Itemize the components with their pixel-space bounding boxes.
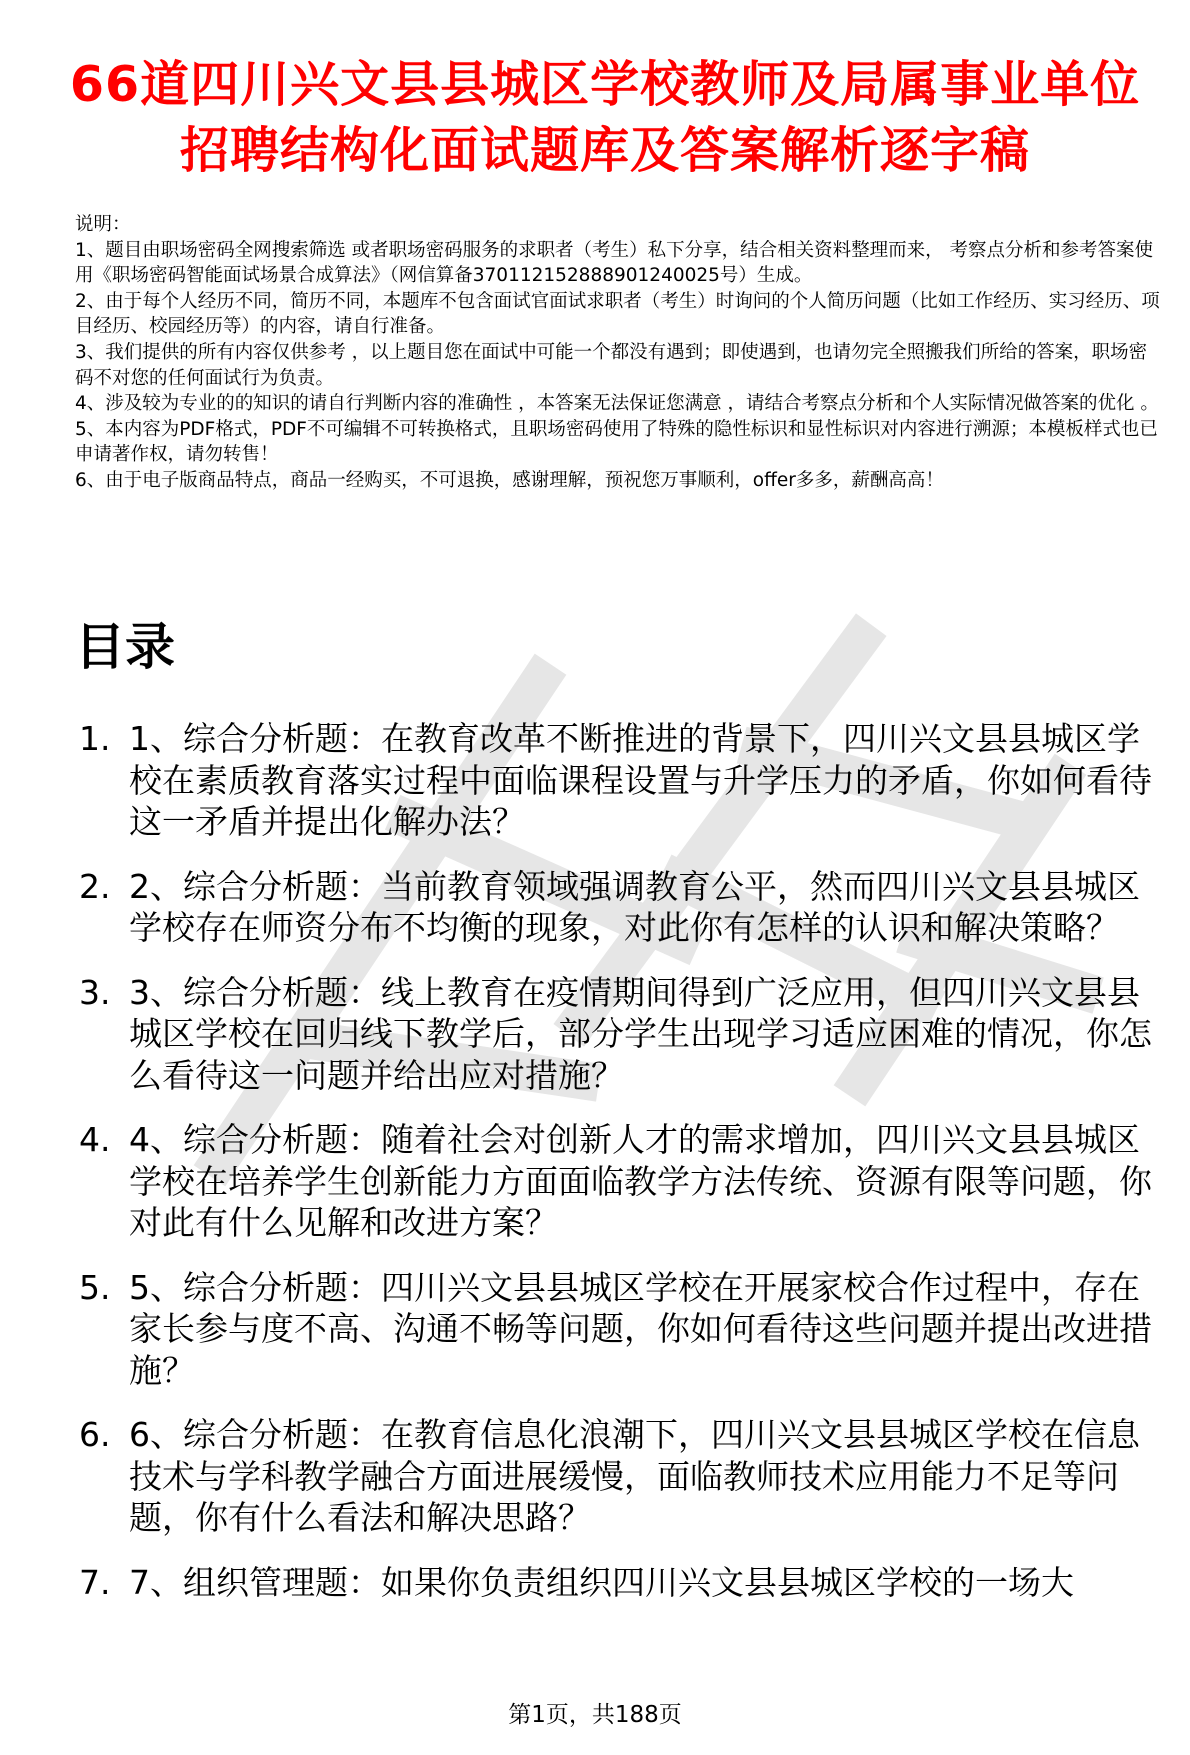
toc-item[interactable]: [75, 1414, 1170, 1539]
toc-item-number: 1.: [79, 719, 111, 758]
notes-heading: 说明：: [75, 214, 131, 235]
toc-heading: 目录: [75, 618, 175, 676]
toc-item[interactable]: [75, 866, 1170, 949]
toc-item-text: 2、综合分析题：当前教育领域强调教育公平，然而四川兴文县县城区学校存在师资分布不均衡的现象，对此你有怎样的认识和解决策略？: [129, 866, 1140, 947]
notes-item: 3、我们提供的所有内容仅供参考 ，以上题目您在面试中可能一个都没有遇到；即使遇到，也请勿完全照搬我们所给的答案，职场密码不对您的任何面试行为负责。: [75, 341, 1148, 389]
toc-item-text: 5、综合分析题：四川兴文县县城区学校在开展家校合作过程中，存在家长参与度不高、沟通不畅等问题，你如何看待这些问题并提出改进措施？: [129, 1267, 1152, 1390]
notes-item: 5、本内容为PDF格式，PDF不可编辑不可转换格式，且职场密码使用了特殊的隐性标识和显性标识对内容进行溯源；本模板样式也已申请著作权，请勿转售！: [75, 418, 1158, 466]
toc-item-text: 7、组织管理题：如果你负责组织四川兴文县县城区学校的一场大: [129, 1562, 1074, 1602]
notes-item: 1、题目由职场密码全网搜索筛选 或者职场密码服务的求职者（考生）私下分享，结合相关资料整理而来， 考察点分析和参考答案使用《职场密码智能面试场景合成算法》（网信算备370112152888901240025号）生成。: [75, 239, 1154, 287]
toc-item-text: 6、综合分析题：在教育信息化浪潮下，四川兴文县县城区学校在信息技术与学科教学融合方面进展缓慢，面临教师技术应用能力不足等问题，你有什么看法和解决思路？: [129, 1415, 1140, 1537]
toc-item-number: 2.: [79, 866, 111, 906]
toc-item-number: 3.: [79, 972, 111, 1012]
page-number: 第1页，共188页: [508, 1702, 682, 1728]
toc-item-text: 1、综合分析题：在教育改革不断推进的背景下，四川兴文县县城区学校在素质教育落实过程中面临课程设置与升学压力的矛盾，你如何看待这一矛盾并提出化解办法？: [129, 719, 1152, 841]
toc-item-number: 6.: [79, 1415, 111, 1454]
toc-item[interactable]: [75, 1562, 1170, 1604]
table-of-contents: [75, 718, 1170, 1626]
toc-item[interactable]: [75, 1267, 1170, 1392]
notes-item: 6、由于电子版商品特点，商品一经购买，不可退换，感谢理解，预祝您万事顺利，offer多多，薪酬高高！: [75, 469, 944, 491]
document-title: 66道四川兴文县县城区学校教师及局属事业单位招聘结构化面试题库及答案解析逐字稿: [69, 56, 1141, 179]
toc-item[interactable]: [75, 718, 1170, 843]
notes-item: 4、涉及较为专业的的知识的请自行判断内容的准确性 ，本答案无法保证您满意 ，请结合考察点分析和个人实际情况做答案的优化 。: [75, 393, 1159, 415]
toc-item-number: 7.: [79, 1562, 111, 1602]
toc-item-number: 4.: [79, 1120, 111, 1159]
toc-item-text: 3、综合分析题：线上教育在疫情期间得到广泛应用，但四川兴文县县城区学校在回归线下教学后，部分学生出现学习适应困难的情况，你怎么看待这一问题并给出应对措施？: [129, 972, 1152, 1095]
notes-item: 2、由于每个人经历不同，简历不同，本题库不包含面试官面试求职者（考生）时询问的个人简历问题（比如工作经历、实习经历、项目经历、校园经历等）的内容，请自行准备。: [75, 290, 1160, 338]
toc-item-text: 4、综合分析题：随着社会对创新人才的需求增加，四川兴文县县城区学校在培养学生创新能力方面面临教学方法传统、资源有限等问题，你对此有什么见解和改进方案？: [129, 1120, 1152, 1242]
notes-section: [75, 212, 1165, 494]
toc-item[interactable]: [75, 1119, 1170, 1244]
toc-item[interactable]: [75, 972, 1170, 1097]
toc-item-number: 5.: [79, 1267, 111, 1307]
